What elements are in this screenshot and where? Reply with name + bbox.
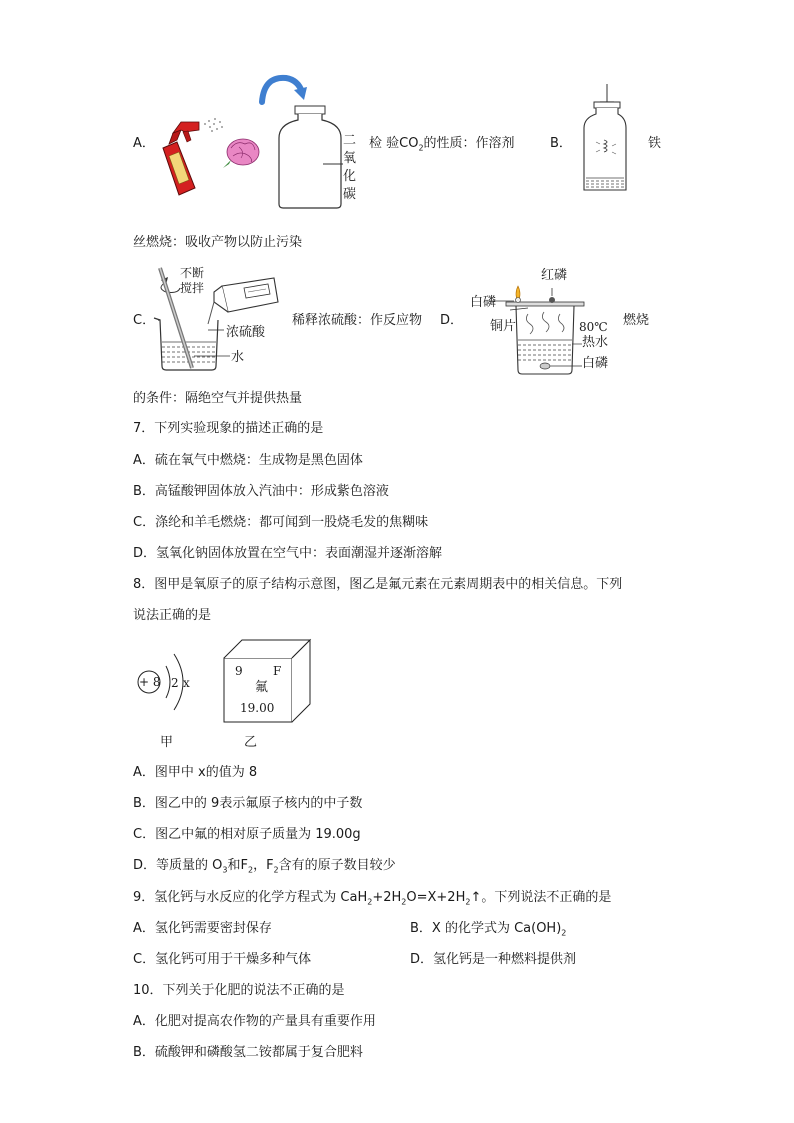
figure-b-caption: 乙	[244, 735, 258, 750]
nucleus-charge: + 8	[139, 675, 161, 689]
q10-stem: 10．下列关于化肥的说法不正确的是	[133, 983, 345, 998]
iron-wire-jar-illustration	[580, 84, 630, 194]
q7-option-d: D．氢氧化钠固体放置在空气中：表面潮湿并逐渐溶解	[133, 546, 443, 561]
q7-option-a: A．硫在氧气中燃烧：生成物是黑色固体	[133, 453, 363, 468]
white-phosphorus-bottom-label: 白磷	[582, 356, 609, 371]
q8-stem-line1: 8．图甲是氧原子的原子结构示意图，图乙是氟元素在元素周期表中的相关信息。下列	[133, 577, 623, 592]
option-a-text: 检 验$CO_2$的性质：作溶剂	[369, 136, 515, 153]
q7-option-c: C．涤纶和羊毛燃烧：都可闻到一股烧毛发的焦糊味	[133, 515, 429, 530]
option-b-label: B．	[550, 136, 572, 151]
q10-option-b: B．硫酸钾和磷酸氢二铵都属于复合肥料	[133, 1045, 363, 1060]
q9-option-d: D．氢化钙是一种燃料提供剂	[410, 952, 577, 967]
option-c-label: C．	[133, 313, 156, 328]
q9-option-b: B．X 的化学式为 $Ca(OH)_2$	[410, 921, 567, 938]
stir-label-line2: 搅拌	[180, 281, 205, 295]
option-d-label: D．	[440, 313, 464, 328]
q7-stem: 7．下列实验现象的描述正确的是	[133, 421, 324, 436]
element-symbol: F	[273, 664, 282, 678]
element-name: 氟	[255, 680, 269, 695]
co2-label-char: 二	[343, 133, 357, 148]
q10-option-a: A．化肥对提高农作物的产量具有重要作用	[133, 1014, 376, 1029]
atomic-number: 9	[235, 664, 243, 678]
acid-label: 浓硫酸	[226, 325, 266, 340]
option-a-label: A．	[133, 136, 155, 151]
figure-a-caption: 甲	[160, 735, 174, 750]
spray-bottle-illustration	[155, 100, 265, 200]
dilution-beaker-illustration	[148, 262, 288, 374]
q8-stem-line2: 说法正确的是	[133, 608, 212, 623]
stir-label-line1: 不断	[180, 266, 205, 280]
red-phosphorus-label: 红磷	[541, 268, 568, 283]
q9-option-a: A．氢化钙需要密封保存	[133, 921, 272, 936]
curved-arrow-icon	[258, 72, 308, 106]
option-d-tail: 燃烧	[623, 313, 650, 328]
q8-option-c: C．图乙中氟的相对原子质量为 19.00g	[133, 827, 361, 842]
water-label: 水	[231, 350, 245, 365]
copper-plate-label: 铜片	[490, 319, 517, 334]
q8-option-b: B．图乙中的 9表示氟原子核内的中子数	[133, 796, 363, 811]
hot-water-label: 热水	[582, 335, 609, 350]
co2-label-char: 氧	[343, 151, 357, 166]
q8-option-d: D．等质量的 $O_3$和$F_2$，$F_2$含有的原子数目较少	[133, 858, 396, 875]
temperature-label: 80℃	[579, 320, 608, 334]
option-b-tail: 铁	[648, 136, 662, 151]
shell-2-electrons: x	[183, 676, 190, 690]
co2-label-char: 化	[343, 169, 357, 184]
q9-stem: 9．氢化钙与水反应的化学方程式为 $CaH_2+2H_2O=X+2H_2↑$。下列说法不正确的是	[133, 890, 612, 907]
option-b-continuation: 丝燃烧：吸收产物以防止污染	[133, 235, 303, 250]
white-phosphorus-top-label: 白磷	[470, 295, 497, 310]
co2-label-char: 碳	[343, 187, 357, 202]
option-d-continuation: 的条件：隔绝空气并提供热量	[133, 391, 303, 406]
option-c-text: 稀释浓硫酸：作反应物	[292, 313, 423, 328]
shell-1-electrons: 2	[171, 676, 179, 690]
q8-option-a: A．图甲中 x的值为 8	[133, 765, 258, 780]
q7-option-b: B．高锰酸钾固体放入汽油中：形成紫色溶液	[133, 484, 389, 499]
atomic-mass: 19.00	[240, 701, 275, 715]
q9-option-c: C．氢化钙可用于干燥多种气体	[133, 952, 312, 967]
gas-jar-illustration	[275, 104, 345, 210]
